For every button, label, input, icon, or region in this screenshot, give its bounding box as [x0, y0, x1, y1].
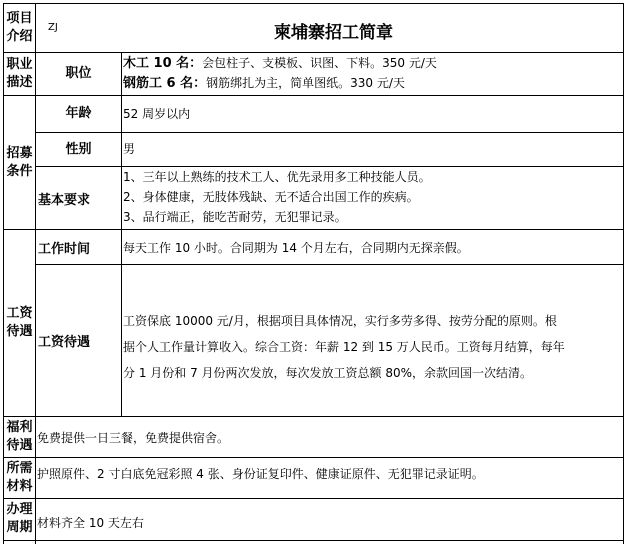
header-code: ZJ — [48, 22, 58, 33]
materials-value: 护照原件、2 寸白底免冠彩照 4 张、身份证复印件、健康证原件、无犯罪记录证明。 — [37, 467, 484, 481]
table-right-border — [623, 3, 624, 544]
work-hours-value: 每天工作 10 小时。合同期为 14 个月左右，合同期内无探亲假。 — [123, 241, 469, 255]
age-label: 年龄 — [65, 106, 92, 121]
pay-label: 工资待遇 — [38, 335, 91, 350]
pay-line-3: 分 1 月份和 7 月份两次发放，每次发放工资总额 80%，余款回国一次结清。 — [123, 366, 533, 380]
row-line-7 — [3, 416, 623, 417]
pay-line-1: 工资保底 10000 元/月，根据项目具体情况，实行多劳多得、按劳分配的原则。根 — [123, 314, 557, 328]
pay-line-2: 据个人工作量计算收入。综合工资：年薪 12 到 15 万人民币。工资每月结算，每年 — [123, 340, 565, 354]
job-desc-label: 职业描述 — [6, 57, 33, 90]
basic-requirement-1: 1、三年以上熟练的技术工人、优先录用多工种技能人员。 — [123, 170, 431, 184]
row-line-3 — [35, 132, 623, 133]
benefits-value: 免费提供一日三餐，免费提供宿舍。 — [37, 431, 230, 445]
col-divider-2 — [121, 52, 122, 416]
gender-label: 性别 — [65, 141, 92, 157]
period-value: 材料齐全 10 天左右 — [37, 516, 144, 530]
materials-label: 所需材料 — [6, 461, 33, 494]
project-intro-label: 项目介绍 — [6, 11, 33, 44]
position-line-carpenter: 木工 10 名：会包柱子、支模板、识图、下料。350 元/天 — [123, 56, 437, 71]
wages-label: 工资待遇 — [6, 306, 33, 339]
basic-requirement-3: 3、品行端正，能吃苦耐劳，无犯罪记录。 — [123, 210, 347, 224]
position-label: 职位 — [65, 66, 92, 81]
period-label: 办理周期 — [6, 502, 33, 535]
table-top-border — [3, 3, 623, 4]
benefits-label: 福利待遇 — [6, 420, 33, 453]
age-value: 52 周岁以内 — [123, 107, 191, 121]
requirements-label: 招募条件 — [6, 145, 33, 179]
basic-requirements-label: 基本要求 — [38, 192, 91, 208]
row-line-9 — [3, 498, 623, 499]
row-line-8 — [3, 457, 623, 458]
row-line-10 — [3, 540, 623, 541]
work-hours-label: 工作时间 — [38, 241, 91, 257]
row-line-6 — [35, 264, 623, 265]
position-line-rebar: 钢筋工 6 名：钢筋绑扎为主，简单图纸。330 元/天 — [123, 76, 405, 91]
basic-requirement-2: 2、身体健康，无肢体残缺、无不适合出国工作的疾病。 — [123, 190, 419, 204]
page-title: 柬埔寨招工简章 — [274, 23, 393, 43]
gender-value: 男 — [123, 142, 136, 156]
